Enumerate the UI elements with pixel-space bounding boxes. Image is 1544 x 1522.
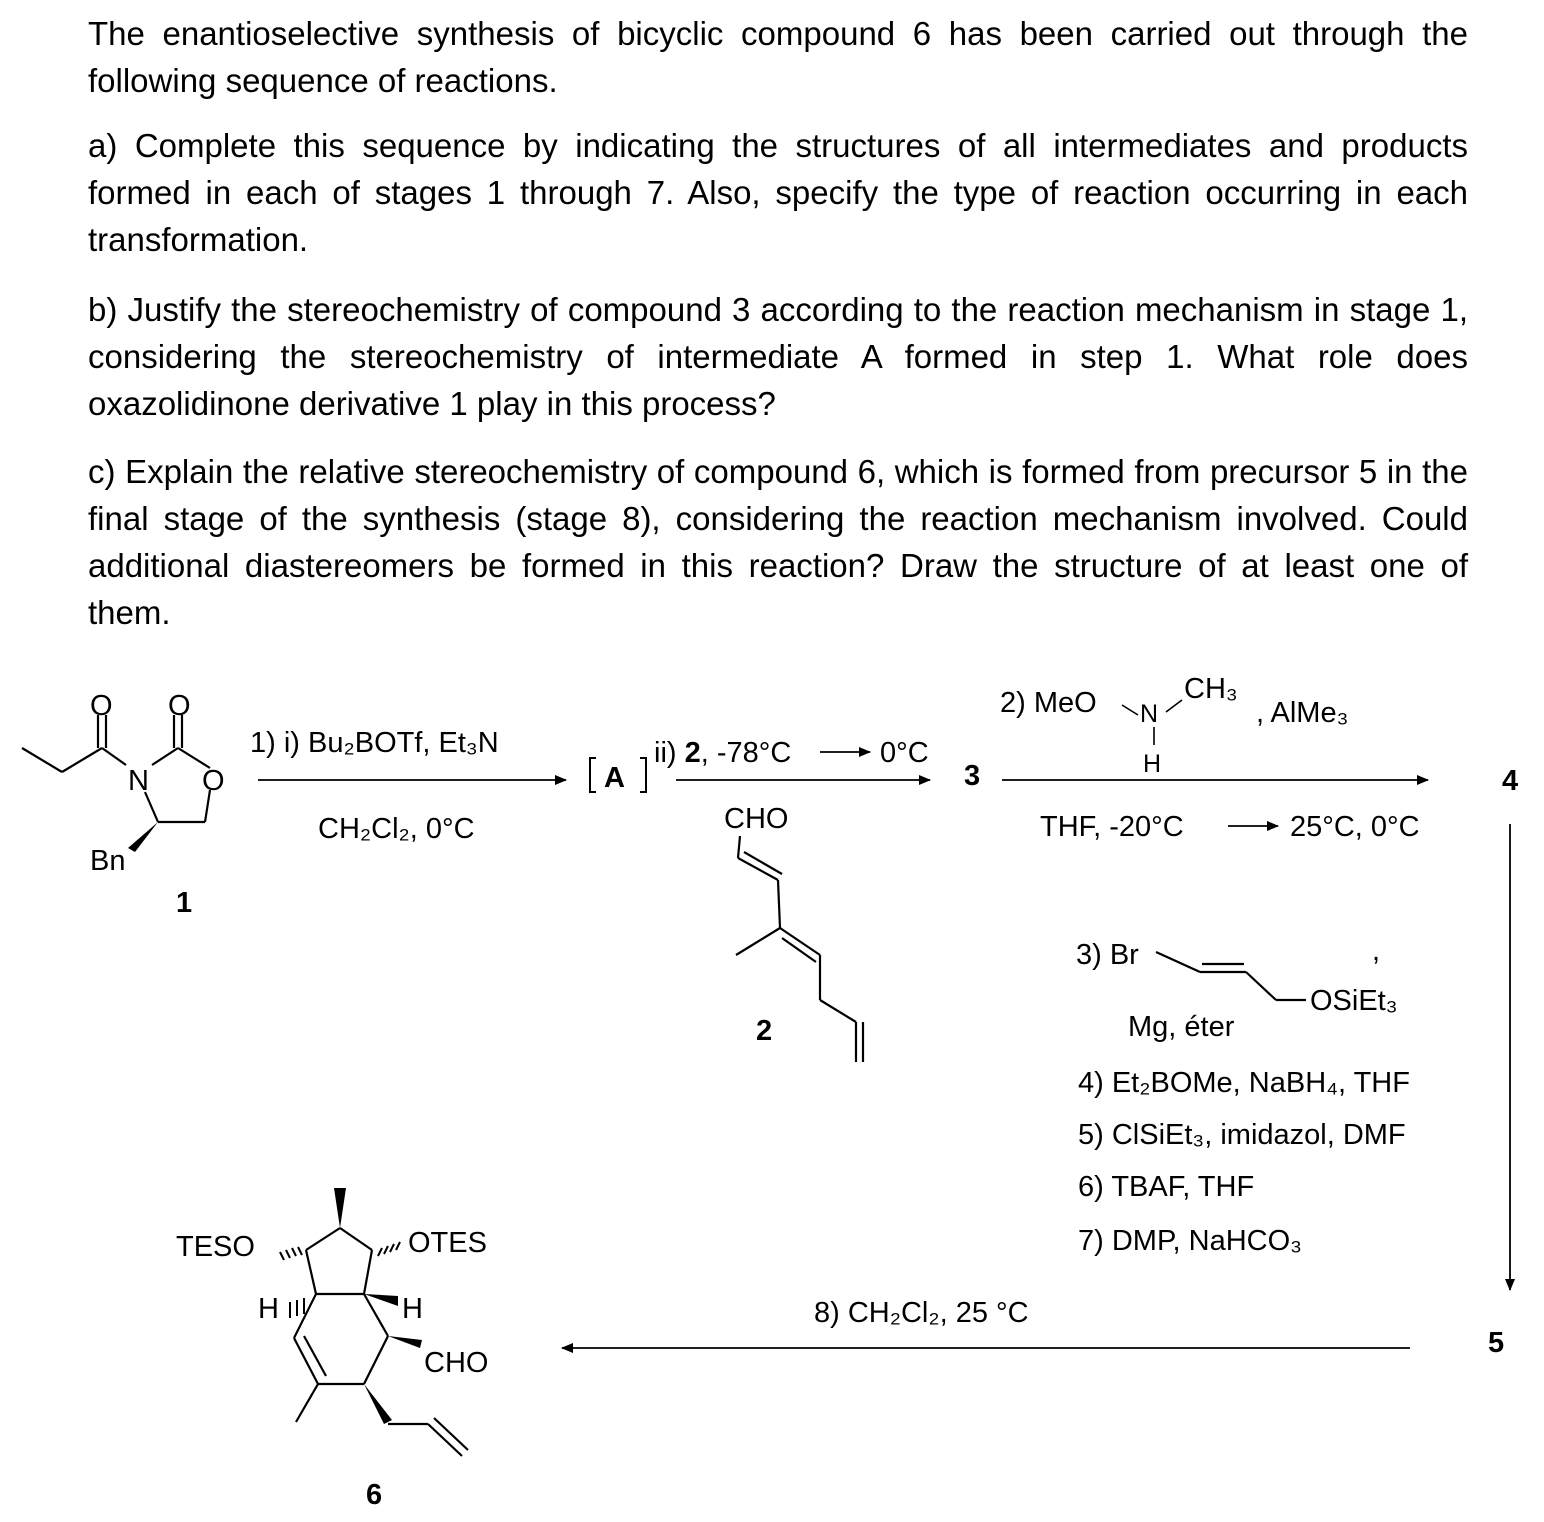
reaction-scheme xyxy=(0,640,1544,1522)
step3-reagent-structure xyxy=(1156,952,1306,1000)
intermediate-a: A xyxy=(604,762,625,794)
step3-prefix: 3) Br xyxy=(1076,939,1139,971)
step2-cond-b: 25°C, 0°C xyxy=(1290,811,1420,843)
intro-paragraph: The enantioselective synthesis of bicyclic compound 6 has been carried out through the following sequence of reactions. xyxy=(88,15,1468,99)
atom-o-2: O xyxy=(168,690,191,722)
step6: 6) TBAF, THF xyxy=(1078,1171,1255,1203)
compound-6-structure xyxy=(294,1228,468,1456)
question-a: a) Complete this sequence by indicating the structures of all intermediates and products formed in each of stages 1 through 7. Also, specify the type of reaction occurring in each transformation. xyxy=(88,127,1468,258)
step5: 5) ClSiEt₃, imidazol, DMF xyxy=(1078,1119,1406,1151)
step2-cond-a: THF, -20°C xyxy=(1040,811,1184,843)
question-c: c) Explain the relative stereochemistry of compound 6, which is formed from precursor 5 in the final stage of the synthesis (stage 8), considering the reaction mechanism involved. Could additional diastereomers be formed in this reaction? Draw the structure of at least one of them. xyxy=(88,453,1468,631)
step4: 4) Et₂BOMe, NaBH₄, THF xyxy=(1078,1067,1410,1099)
step1-solvent: CH₂Cl₂, 0°C xyxy=(318,813,475,845)
atom-o-1: O xyxy=(90,690,113,722)
compound-2-label: 2 xyxy=(756,1015,773,1047)
step3-cond: Mg, éter xyxy=(1128,1011,1235,1043)
benzyl-label: Bn xyxy=(90,845,126,877)
teso-label: TESO xyxy=(176,1231,255,1263)
step2-ch3: CH₃ xyxy=(1184,673,1238,705)
question-b: b) Justify the stereochemistry of compound 3 according to the reaction mechanism in stage 1, considering the stereochemistry of intermediate A formed in step 1. What role does oxazolidinone derivative 1 play in this process? xyxy=(88,291,1468,422)
step8: 8) CH₂Cl₂, 25 °C xyxy=(814,1297,1029,1329)
step2-almes: , AlMe₃ xyxy=(1256,697,1349,729)
step1-ii-compound: 2 xyxy=(684,737,701,769)
step1-reagent: 1) i) Bu₂BOTf, Et₃N xyxy=(250,727,499,759)
step3-comma: , xyxy=(1372,935,1381,967)
step1-ii-prefix: ii) xyxy=(654,737,685,769)
compound-4-label: 4 xyxy=(1502,765,1519,797)
compound-6-label: 6 xyxy=(366,1479,383,1511)
otes-label: OTES xyxy=(408,1227,487,1259)
h-left-label: H xyxy=(258,1293,279,1325)
step3-osiet3: OSiEt₃ xyxy=(1310,985,1398,1017)
svg-text:ii) 2, -78°C xyxy=(654,737,791,769)
step7: 7) DMP, NaHCO₃ xyxy=(1078,1225,1302,1257)
compound-1-structure xyxy=(22,715,210,852)
compound-5-label: 5 xyxy=(1488,1327,1505,1359)
step2-h: H xyxy=(1143,750,1162,778)
step1-ii-end: 0°C xyxy=(880,737,929,769)
step2-n: N xyxy=(1140,700,1159,728)
compound-2-cho: CHO xyxy=(724,803,789,835)
step1-ii-temp: , -78°C xyxy=(700,737,792,769)
step2-prefix: 2) MeO xyxy=(1000,687,1097,719)
atom-n: N xyxy=(128,765,149,797)
h-right-label: H xyxy=(402,1293,423,1325)
atom-o-ring: O xyxy=(202,765,225,797)
compound-6-cho: CHO xyxy=(424,1347,489,1379)
compound-1-label: 1 xyxy=(176,887,193,919)
compound-3-label: 3 xyxy=(964,760,981,792)
